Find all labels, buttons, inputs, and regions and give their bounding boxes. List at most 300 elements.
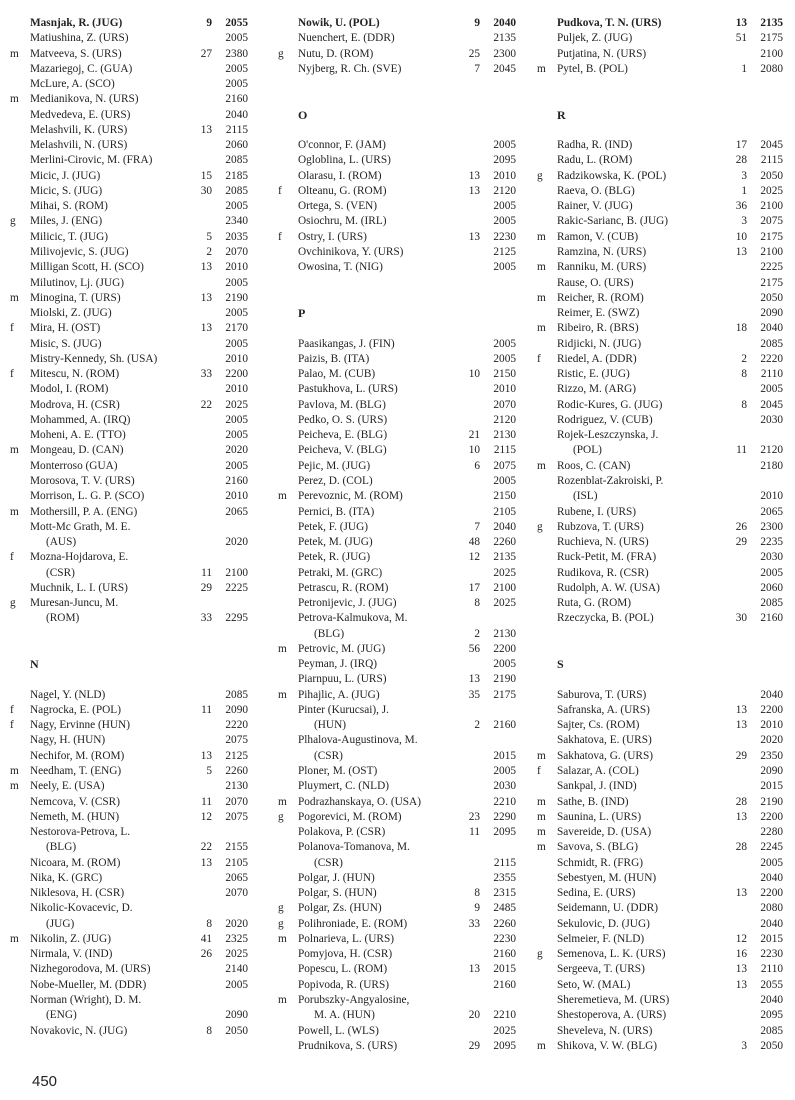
games-count: 2 [741, 352, 747, 365]
player-name: Ovchinikova, Y. (URS) [298, 245, 404, 258]
games-count: 8 [741, 368, 747, 381]
index-entry [278, 718, 516, 733]
rating-value: 2055 [225, 17, 248, 29]
index-entry [278, 214, 516, 229]
games-count: 36 [735, 200, 747, 213]
player-name: Mongeau, D. (CAN) [30, 444, 124, 457]
index-column-2 [278, 16, 516, 1054]
games-count: 3 [741, 169, 747, 182]
index-entry [537, 520, 783, 535]
rating-value: 2190 [493, 673, 516, 686]
games-count: 13 [468, 230, 480, 243]
title-marker: m [278, 795, 287, 808]
rating-value: 2225 [225, 581, 248, 594]
games-count: 12 [735, 932, 747, 945]
rating-value: 2010 [225, 352, 248, 365]
player-name: Nicoara, M. (ROM) [30, 856, 121, 869]
section-letter-heading [278, 108, 516, 123]
title-marker: f [537, 765, 541, 778]
rating-value: 2020 [225, 917, 248, 930]
player-name: Pernici, B. (ITA) [298, 505, 375, 518]
index-entry [278, 581, 516, 596]
games-count: 35 [468, 688, 480, 701]
games-count: 8 [474, 887, 480, 900]
index-entry [10, 1024, 248, 1039]
games-count: 2 [206, 245, 212, 258]
index-entry [537, 153, 783, 168]
player-name: Ridjicki, N. (JUG) [557, 337, 642, 350]
games-count: 22 [200, 398, 212, 411]
index-entry [537, 856, 783, 871]
rating-value: 2210 [493, 795, 516, 808]
rating-value: 2260 [225, 765, 248, 778]
rating-value: 2005 [225, 413, 248, 426]
player-name: Raeva, O. (BLG) [557, 184, 635, 197]
index-entry [278, 398, 516, 413]
index-entry [10, 596, 248, 611]
player-name: Nagy, H. (HUN) [30, 734, 106, 747]
games-count: 29 [468, 1039, 480, 1052]
rating-value: 2200 [493, 642, 516, 655]
index-entry [278, 657, 516, 672]
index-entry [537, 138, 783, 153]
rating-value: 2095 [493, 826, 516, 839]
rating-value: 2380 [225, 47, 248, 60]
games-count: 3 [741, 1039, 747, 1052]
section-letter-heading [537, 108, 783, 123]
player-name: Semenova, L. K. (URS) [557, 948, 666, 961]
rating-value: 2100 [760, 245, 783, 258]
player-name: (JUG) [46, 917, 75, 930]
rating-value: 2045 [760, 398, 783, 411]
rating-value: 2040 [760, 994, 783, 1006]
games-count: 30 [200, 184, 212, 197]
title-marker: m [278, 688, 287, 701]
index-entry [278, 917, 516, 932]
player-name: Nowik, U. (POL) [298, 17, 380, 29]
index-entry [537, 337, 783, 352]
title-marker: m [278, 490, 287, 503]
games-count: 22 [200, 841, 212, 854]
rating-value: 2085 [760, 1024, 783, 1037]
player-name: Mazariegoj, C. (GUA) [30, 62, 133, 75]
rating-value: 2175 [760, 276, 783, 289]
rating-value: 2280 [760, 826, 783, 839]
index-entry [278, 184, 516, 199]
player-name: Owosina, T. (NIG) [298, 261, 383, 274]
player-name: Olarasu, I. (ROM) [298, 169, 382, 182]
rating-value: 2150 [493, 490, 516, 503]
rating-value: 2115 [225, 123, 248, 136]
index-entry [10, 505, 248, 520]
rating-value: 2045 [493, 62, 516, 75]
player-name: Micic, S. (JUG) [30, 184, 103, 197]
index-entry [10, 703, 248, 718]
title-marker: m [10, 291, 19, 304]
rating-value: 2050 [760, 1039, 783, 1052]
player-name: Nika, K. (GRC) [30, 871, 103, 884]
index-entry [10, 199, 248, 214]
games-count: 33 [200, 612, 212, 625]
index-entry [278, 779, 516, 794]
games-count: 13 [735, 810, 747, 823]
player-name: Pejic, M. (JUG) [298, 459, 371, 472]
index-entry [278, 962, 516, 977]
index-entry [537, 718, 783, 733]
rating-value: 2485 [493, 902, 516, 915]
player-name: Sheveleva, N. (URS) [557, 1024, 653, 1037]
games-count: 18 [735, 322, 747, 335]
rating-value: 2005 [493, 215, 516, 228]
player-name: Rainer, V. (JUG) [557, 200, 633, 213]
player-name: O'connor, F. (JAM) [298, 139, 386, 152]
player-name: Petraki, M. (GRC) [298, 566, 383, 579]
index-entry [537, 245, 783, 260]
index-entry [10, 398, 248, 413]
rating-value: 2040 [760, 871, 783, 884]
title-marker: f [537, 352, 541, 365]
games-count: 17 [735, 139, 747, 152]
index-entry [278, 535, 516, 550]
games-count: 5 [206, 230, 212, 243]
title-marker: m [537, 459, 546, 472]
player-name: Mott-Mc Grath, M. E. [30, 520, 131, 533]
player-name: Sekulovic, D. (JUG) [557, 917, 650, 930]
index-entry [10, 733, 248, 748]
player-name: Rzeczycka, B. (POL) [557, 612, 654, 625]
rating-value: 2160 [493, 719, 516, 732]
player-name: Polgar, Zs. (HUN) [298, 902, 382, 915]
player-name: Needham, T. (ENG) [30, 765, 122, 778]
title-marker: m [10, 47, 19, 60]
player-name: Rubene, I. (URS) [557, 505, 637, 518]
player-name: Savereide, D. (USA) [557, 826, 652, 839]
player-name: Nobe-Mueller, M. (DDR) [30, 978, 147, 991]
player-name: Nuenchert, E. (DDR) [298, 32, 395, 45]
rating-value: 2040 [760, 688, 783, 701]
rating-value: 2230 [493, 932, 516, 945]
player-name: Polakova, P. (CSR) [298, 826, 386, 839]
rating-value: 2085 [225, 184, 248, 197]
games-count: 8 [741, 398, 747, 411]
rating-value: 2200 [760, 810, 783, 823]
player-name: Petrovic, M. (JUG) [298, 642, 386, 655]
games-count: 16 [735, 948, 747, 961]
player-name: Petek, M. (JUG) [298, 536, 373, 549]
title-marker: m [10, 444, 19, 457]
index-entry [278, 489, 516, 504]
rating-value: 2225 [760, 261, 783, 274]
row-spacer [537, 627, 783, 642]
index-entry [537, 962, 783, 977]
index-entry [10, 779, 248, 794]
games-count: 6 [474, 459, 480, 472]
player-name: Ruchieva, N. (URS) [557, 536, 649, 549]
player-name: Popivoda, R. (URS) [298, 978, 390, 991]
index-entry [278, 367, 516, 382]
index-entry [278, 413, 516, 428]
rating-value: 2260 [493, 536, 516, 549]
row-spacer [278, 77, 516, 92]
player-name: Norman (Wright), D. M. [30, 994, 142, 1006]
games-count: 9 [474, 17, 480, 29]
games-count: 13 [735, 17, 747, 29]
player-name: Riedel, A. (DDR) [557, 352, 637, 365]
games-count: 29 [735, 749, 747, 762]
games-count: 7 [474, 62, 480, 75]
index-entry [10, 62, 248, 77]
player-name: Medvedeva, E. (URS) [30, 108, 131, 121]
index-entry [537, 581, 783, 596]
games-count: 7 [474, 520, 480, 533]
player-name: Sajter, Cs. (ROM) [557, 719, 640, 732]
rating-value: 2300 [493, 47, 516, 60]
section-letter: R [557, 107, 566, 122]
rating-value: 2130 [225, 780, 248, 793]
title-marker: m [537, 230, 546, 243]
index-entry [537, 505, 783, 520]
player-name: Niklesova, H. (CSR) [30, 887, 125, 900]
index-column-3 [537, 16, 783, 1054]
index-entry [10, 871, 248, 886]
rating-value: 2160 [225, 93, 248, 106]
rating-value: 2005 [225, 200, 248, 213]
rating-value: 2070 [225, 795, 248, 808]
title-marker: g [10, 215, 16, 228]
index-entry [537, 413, 783, 428]
rating-value: 2025 [493, 1024, 516, 1037]
player-name: Pluymert, C. (NLD) [298, 780, 389, 793]
player-name: Polanova-Tomanova, M. [298, 841, 410, 854]
games-count: 2 [474, 719, 480, 732]
index-entry [10, 245, 248, 260]
row-spacer [537, 92, 783, 107]
index-entry [537, 535, 783, 550]
index-entry [10, 1008, 248, 1023]
player-name: Paizis, B. (ITA) [298, 352, 370, 365]
title-marker: g [278, 917, 284, 930]
games-count: 10 [735, 230, 747, 243]
rating-value: 2060 [760, 581, 783, 594]
rating-value: 2140 [225, 963, 248, 976]
index-entry [278, 352, 516, 367]
rating-value: 2005 [493, 765, 516, 778]
section-letter-heading [278, 306, 516, 321]
player-name: (BLG) [46, 841, 77, 854]
rating-value: 2075 [225, 734, 248, 747]
player-name: Seto, W. (MAL) [557, 978, 631, 991]
index-entry [278, 382, 516, 397]
rating-value: 2290 [493, 810, 516, 823]
games-count: 9 [206, 17, 212, 29]
player-name: Petrova-Kalmukova, M. [298, 612, 408, 625]
row-spacer [10, 672, 248, 687]
index-entry [278, 825, 516, 840]
index-entry [537, 169, 783, 184]
player-name: Novakovic, N. (JUG) [30, 1024, 128, 1037]
games-count: 2 [474, 627, 480, 640]
player-name: Rudolph, A. W. (USA) [557, 581, 660, 594]
rating-value: 2085 [225, 154, 248, 167]
title-marker: f [10, 703, 14, 716]
player-name: Sergeeva, T. (URS) [557, 963, 645, 976]
index-entry [537, 31, 783, 46]
player-name: Nikolin, Z. (JUG) [30, 932, 111, 945]
player-name: Podrazhanskaya, O. (USA) [298, 795, 421, 808]
rating-value: 2120 [493, 184, 516, 197]
index-entry [278, 550, 516, 565]
rating-value: 2010 [493, 169, 516, 182]
player-name: Seidemann, U. (DDR) [557, 902, 659, 915]
index-entry [278, 138, 516, 153]
player-name: Ranniku, M. (URS) [557, 261, 647, 274]
title-marker: f [10, 719, 14, 732]
rating-value: 2065 [760, 505, 783, 518]
player-name: Sebestyen, M. (HUN) [557, 871, 657, 884]
rating-value: 2235 [760, 536, 783, 549]
games-count: 13 [735, 887, 747, 900]
games-count: 27 [200, 47, 212, 60]
player-name: Rodriguez, V. (CUB) [557, 413, 653, 426]
index-entry [537, 840, 783, 855]
index-entry [278, 993, 516, 1008]
player-name: Mihai, S. (ROM) [30, 200, 108, 213]
index-entry [537, 810, 783, 825]
rating-value: 2200 [225, 368, 248, 381]
index-entry [10, 77, 248, 92]
player-name: Salazar, A. (COL) [557, 765, 639, 778]
player-name: Melashvili, N. (URS) [30, 139, 128, 152]
index-entry [278, 611, 516, 626]
player-name: Polihroniade, E. (ROM) [298, 917, 408, 930]
player-name: Petek, R. (JUG) [298, 551, 371, 564]
player-name: Reimer, E. (SWZ) [557, 307, 640, 320]
games-count: 11 [201, 566, 212, 579]
games-count: 30 [735, 612, 747, 625]
index-entry [278, 153, 516, 168]
games-count: 1 [741, 62, 747, 75]
rating-value: 2135 [493, 32, 516, 45]
section-letter: P [298, 306, 306, 321]
player-name: Nemcova, V. (CSR) [30, 795, 120, 808]
index-entry [537, 489, 783, 504]
index-entry [278, 1024, 516, 1039]
rating-value: 2005 [493, 658, 516, 671]
player-name: Miles, J. (ENG) [30, 215, 103, 228]
index-entry [10, 337, 248, 352]
row-spacer [278, 123, 516, 138]
player-name: Ramzina, N. (URS) [557, 245, 647, 258]
index-entry [537, 260, 783, 275]
player-name: Olteanu, G. (ROM) [298, 184, 387, 197]
rating-value: 2130 [493, 429, 516, 442]
index-entry [278, 47, 516, 62]
player-name: Sakhatova, G. (URS) [557, 749, 654, 762]
rating-value: 2350 [760, 749, 783, 762]
rating-value: 2220 [225, 719, 248, 732]
index-entry [537, 428, 783, 443]
player-name: Sakhatova, E. (URS) [557, 734, 652, 747]
index-entry [537, 871, 783, 886]
player-name: Nagrocka, E. (POL) [30, 703, 121, 716]
index-entry [10, 718, 248, 733]
player-name: Selmeier, F. (NLD) [557, 932, 645, 945]
index-entry [10, 47, 248, 62]
player-name: Micic, J. (JUG) [30, 169, 101, 182]
index-entry [537, 550, 783, 565]
title-marker: m [537, 841, 546, 854]
index-entry [10, 856, 248, 871]
index-entry [537, 1024, 783, 1039]
player-name: Rozenblat-Zakroiski, P. [557, 474, 664, 487]
title-marker: f [10, 322, 14, 335]
index-entry [10, 474, 248, 489]
rating-value: 2125 [225, 749, 248, 762]
index-entry [10, 520, 248, 535]
player-name: Polnarieva, L. (URS) [298, 932, 395, 945]
index-entry [10, 962, 248, 977]
row-spacer [278, 321, 516, 336]
title-marker: g [278, 810, 284, 823]
row-spacer [10, 627, 248, 642]
rating-value: 2125 [493, 245, 516, 258]
player-name: Nyjberg, R. Ch. (SVE) [298, 62, 402, 75]
rating-value: 2005 [225, 62, 248, 75]
games-count: 15 [200, 169, 212, 182]
index-entry [10, 443, 248, 458]
player-name: Ploner, M. (OST) [298, 765, 378, 778]
player-name: Roos, C. (CAN) [557, 459, 631, 472]
player-name: Palao, M. (CUB) [298, 368, 376, 381]
games-count: 41 [200, 932, 212, 945]
rating-value: 2175 [760, 230, 783, 243]
games-count: 5 [206, 765, 212, 778]
section-letter: N [30, 657, 39, 672]
games-count: 1 [741, 184, 747, 197]
games-count: 3 [741, 215, 747, 228]
games-count: 13 [200, 322, 212, 335]
player-name: Matveeva, S. (URS) [30, 47, 122, 60]
title-marker: m [278, 932, 287, 945]
index-entry [537, 978, 783, 993]
rating-value: 2100 [760, 200, 783, 213]
player-name: Perez, D. (COL) [298, 474, 373, 487]
row-spacer [278, 291, 516, 306]
player-name: Ostry, I. (URS) [298, 230, 367, 243]
games-count: 11 [201, 795, 212, 808]
title-marker: m [537, 749, 546, 762]
player-name: Melashvili, K. (URS) [30, 123, 128, 136]
index-entry [537, 459, 783, 474]
index-entry [278, 886, 516, 901]
games-count: 20 [468, 1009, 480, 1022]
player-name: Mothersill, P. A. (ENG) [30, 505, 138, 518]
player-name: Pomyjova, H. (CSR) [298, 948, 393, 961]
rating-value: 2005 [225, 78, 248, 91]
player-name: Nutu, D. (ROM) [298, 47, 374, 60]
index-entry [537, 886, 783, 901]
games-count: 26 [200, 948, 212, 961]
index-entry [10, 428, 248, 443]
index-entry [278, 810, 516, 825]
rating-value: 2170 [225, 322, 248, 335]
player-name: Mitescu, N. (ROM) [30, 368, 120, 381]
index-entry [10, 810, 248, 825]
games-count: 25 [468, 47, 480, 60]
index-entry [10, 230, 248, 245]
index-entry [10, 260, 248, 275]
player-name: Ogloblina, L. (URS) [298, 154, 391, 167]
